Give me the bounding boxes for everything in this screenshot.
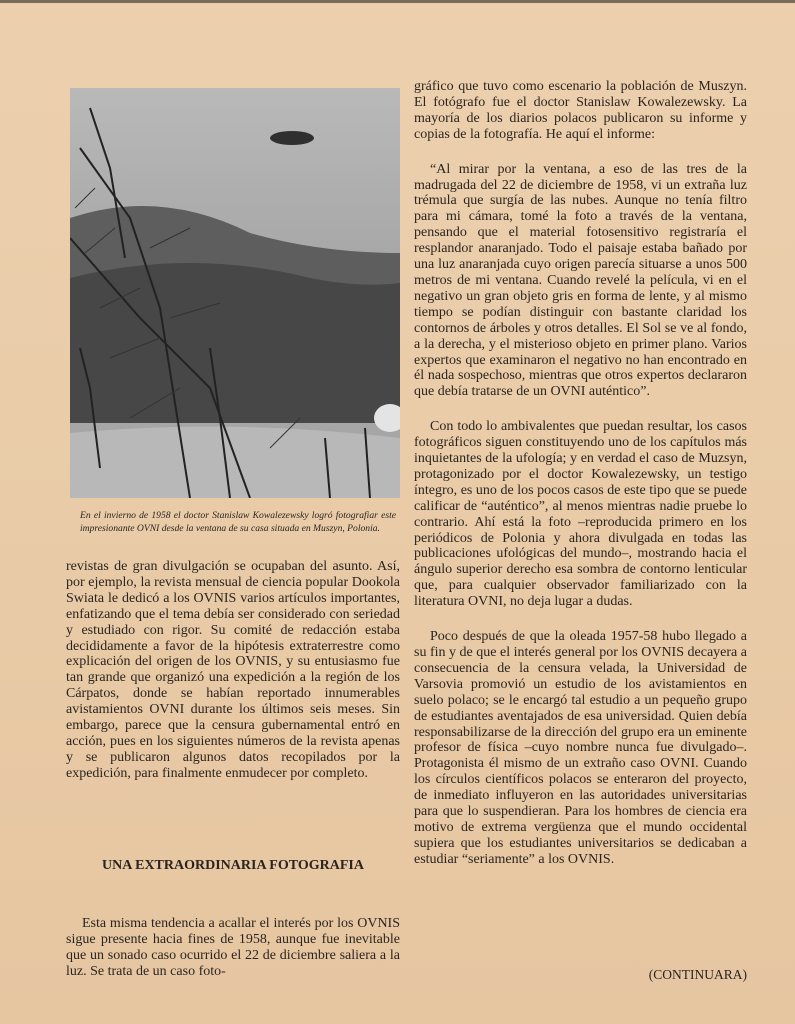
- left-column-text-2: [66, 916, 400, 980]
- right-column-text: [414, 79, 747, 887]
- section-heading: UNA EXTRAORDINARIA FOTOGRAFIA: [102, 858, 364, 873]
- continued-label: (CONTINUARA): [648, 967, 747, 982]
- right-paragraph-1: gráfico que tuvo como escenario la población de Muszyn. El fotógrafo fue el doctor Stanislaw Kowalezewsky. La mayoría de los diarios polacos publicaron su informe y copias de la fotografía. He aquí el informe:: [414, 79, 747, 142]
- right-paragraph-2: “Al mirar por la ventana, a eso de las tres de la madrugada del 22 de diciembre de 1958, vi un extraña luz trémula que surgía de las nubes. Aunque no tenía filtro para mi cámara, tomé la foto a través de la ventana, pensando que el material fotosensitivo registraría el resplandor anaranjado. Todo el paisaje estaba bañado por una luz anaranjada cuyo origen parecía situarse a unos 500 metros de mi ventana. Cuando revelé la película, vi en el negativo un gran objeto gris en forma de lente, y al mismo tiempo se podían distinguir con bastante claridad los contornos de árboles y otros detalles. El Sol se ve al fondo, a la derecha, y el misterioso objeto en primer plano. Varios expertos que examinaron el negativo no han encontrado en él nada sospechoso, mientras que otros expertos declararon que debía tratarse de un OVNI auténtico”.: [414, 161, 747, 400]
- left-paragraph-2: Esta misma tendencia a acallar el interés por los OVNIS sigue presente hacia fines de 1958, aunque fue inevitable que un sonado caso ocurrido el 22 de diciembre saliera a la luz. Se trata de un caso foto-: [66, 916, 400, 979]
- right-paragraph-3: Con todo lo ambivalentes que puedan resultar, los casos fotográficos siguen constituyendo uno de los capítulos más inquietantes de la ufología; y en verdad el caso de Muzsyn, protagonizado por el doctor Kowalezewsky, un testigo íntegro, es uno de los pocos casos de este tipo que se puede calificar de “auténtico”, al menos mientras nadie pruebe lo contrario. Ahí está la foto –reproducida primero en los periódicos de Polonia y ahora divulgada en todas las publicaciones ufológicas del mundo–, mostrando hacia el ángulo superior derecho esa sombra de contorno lenticular que, para cualquier observador familiarizado con la literatura OVNI, no deja lugar a dudas.: [414, 419, 747, 610]
- photo-caption: En el invierno de 1958 el doctor Stanislaw Kowalezewsky logró fotografiar este impresionante OVNI desde la ventana de su casa situada en Muszyn, Polonia.: [80, 510, 396, 534]
- right-paragraph-4: Poco después de que la oleada 1957-58 hubo llegado a su fin y de que el interés general por los OVNIS decayera a consecuencia de la censura velada, la Universidad de Varsovia promovió un estudio de los avistamientos en suelo polaco; se le encargó tal estudio a un pequeño grupo de estudiantes aventajados de esa universidad. Quien debía responsabilizarse de la dirección del grupo era un eminente profesor de física –cuyo nombre nunca fue divulgado–. Protagonista él mismo de un extraño caso OVNI. Cuando los círculos científicos polacos se enteraron del proyecto, de inmediato influyeron en las autoridades universitarias para que lo suspendieran. Para los hombres de ciencia era motivo de extrema vergüenza que el mundo occidental supiera que los estudiantes universitarios se dedicaban a estudiar “seriamente” a los OVNIS.: [414, 629, 747, 867]
- ufo-photograph: [70, 88, 400, 498]
- left-paragraph: revistas de gran divulgación se ocupaban del asunto. Así, por ejemplo, la revista mensual de ciencia popular Dookola Swiata le dedicó a los OVNIS varios artículos importantes, enfatizando que el tema debía ser considerado con seriedad y estudiado con rigor. Su comité de redacción estaba decididamente a favor de la hipótesis extraterrestre como explicación del origen de los OVNIS, y su entusiasmo fue tan grande que organizó una expedición a la región de los Cárpatos, donde se habían reportado innumerables avistamientos OVNI durante los últimos seis meses. Sin embargo, parece que la censura gubernamental entró en acción, pues en los siguientes números de la revista apenas y se publicaron algunos datos recopilados por la expedición, para finalmente enmudecer por completo.: [66, 559, 400, 781]
- left-column-text: [66, 559, 400, 782]
